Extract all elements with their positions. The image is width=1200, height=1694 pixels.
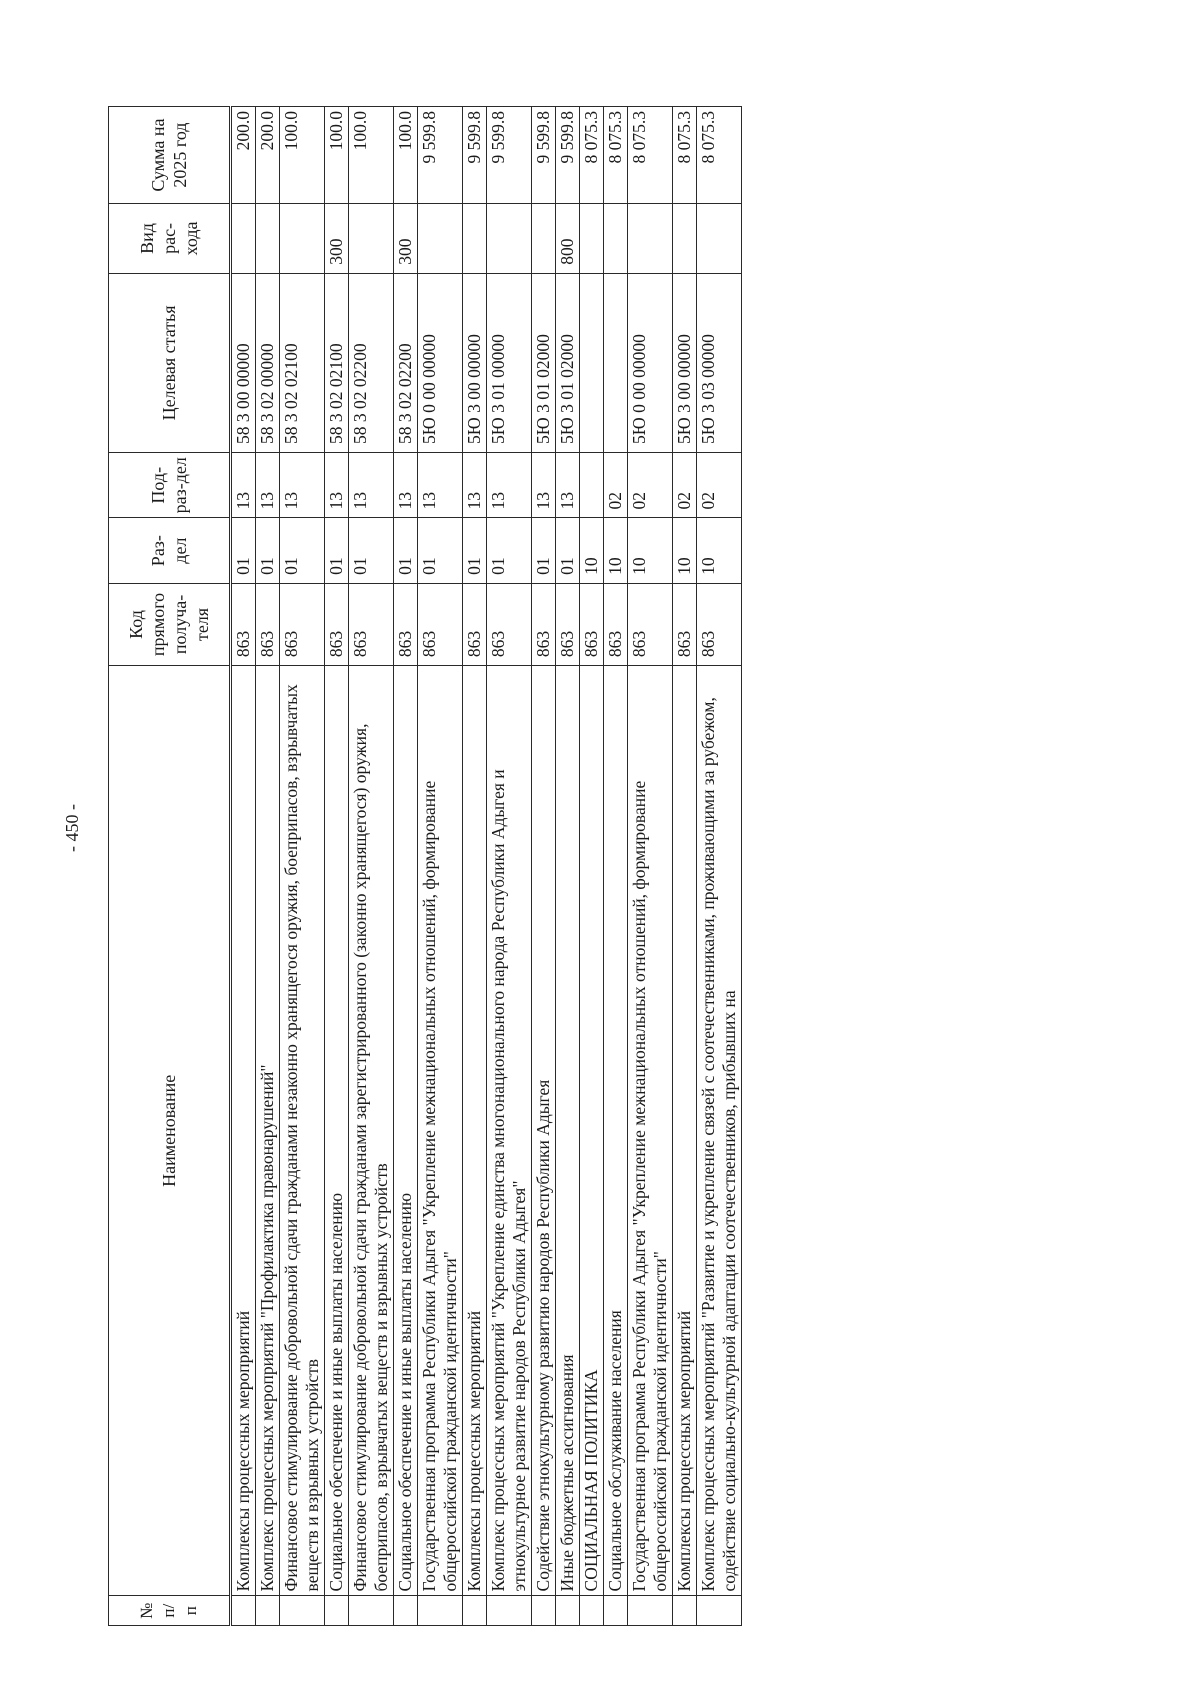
cell-subsection: 13	[349, 453, 394, 518]
cell-type	[256, 204, 280, 274]
cell-num	[280, 1596, 325, 1626]
cell-sum: 100.0	[349, 107, 394, 204]
cell-subsection: 13	[325, 453, 349, 518]
table-row	[349, 107, 394, 1626]
header-target: Целевая статья	[109, 273, 231, 452]
cell-num	[325, 1596, 349, 1626]
cell-section: 01	[532, 518, 556, 583]
cell-section: 01	[325, 518, 349, 583]
cell-sum: 100.0	[394, 107, 418, 204]
cell-code: 863	[256, 583, 280, 665]
cell-section: 01	[280, 518, 325, 583]
cell-target: 5Ю 3 00 00000	[463, 273, 487, 452]
cell-subsection	[580, 453, 604, 518]
cell-code: 863	[231, 583, 256, 665]
cell-num	[349, 1596, 394, 1626]
cell-type	[231, 204, 256, 274]
cell-name: Социальное обеспечение и иные выплаты населению	[394, 666, 418, 1596]
page-number: - 450 -	[62, 804, 82, 852]
cell-name: Государственная программа Республики Адыгея "Укрепление межнациональных отношений, формирование общероссийской гражданской идентичности"	[628, 666, 673, 1596]
cell-name: Комплекс процессных мероприятий "Профилактика правонарушений"	[256, 666, 280, 1596]
table-row	[697, 107, 742, 1626]
cell-name: Содействие этнокультурному развитию народов Республики Адыгея	[532, 666, 556, 1596]
table-row	[463, 107, 487, 1626]
table-row	[280, 107, 325, 1626]
cell-type	[580, 204, 604, 274]
cell-num	[628, 1596, 673, 1626]
cell-sum: 9 599.8	[556, 107, 580, 204]
cell-section: 01	[487, 518, 532, 583]
cell-subsection: 02	[628, 453, 673, 518]
cell-code: 863	[325, 583, 349, 665]
cell-sum: 100.0	[325, 107, 349, 204]
cell-sum: 8 075.3	[604, 107, 628, 204]
header-section: Раз-дел	[109, 518, 231, 583]
header-name: Наименование	[109, 666, 231, 1596]
cell-num	[532, 1596, 556, 1626]
cell-type: 800	[556, 204, 580, 274]
cell-section: 10	[697, 518, 742, 583]
cell-section: 10	[673, 518, 697, 583]
cell-subsection: 13	[280, 453, 325, 518]
cell-section: 10	[580, 518, 604, 583]
table-row	[532, 107, 556, 1626]
cell-name: Социальное обслуживание населения	[604, 666, 628, 1596]
cell-subsection: 13	[231, 453, 256, 518]
table-row	[556, 107, 580, 1626]
cell-code: 863	[463, 583, 487, 665]
cell-subsection: 13	[487, 453, 532, 518]
header-sum: Сумма на 2025 год	[109, 107, 231, 204]
table-row	[580, 107, 604, 1626]
cell-name: Социальное обеспечение и иные выплаты населению	[325, 666, 349, 1596]
table-body	[231, 107, 742, 1626]
cell-subsection: 02	[697, 453, 742, 518]
cell-sum: 9 599.8	[487, 107, 532, 204]
cell-sum: 200.0	[231, 107, 256, 204]
table-row	[256, 107, 280, 1626]
header-code: Код прямого получа-теля	[109, 583, 231, 665]
cell-code: 863	[556, 583, 580, 665]
cell-type	[280, 204, 325, 274]
cell-name: Комплексы процессных мероприятий	[463, 666, 487, 1596]
cell-sum: 8 075.3	[673, 107, 697, 204]
cell-type	[532, 204, 556, 274]
cell-sum: 9 599.8	[418, 107, 463, 204]
cell-section: 01	[394, 518, 418, 583]
cell-num	[256, 1596, 280, 1626]
cell-target: 5Ю 0 00 00000	[418, 273, 463, 452]
cell-target: 5Ю 0 00 00000	[628, 273, 673, 452]
cell-sum: 8 075.3	[628, 107, 673, 204]
cell-target: 58 3 02 00000	[256, 273, 280, 452]
cell-target: 58 3 02 02200	[394, 273, 418, 452]
cell-subsection: 13	[256, 453, 280, 518]
budget-table	[108, 106, 742, 1626]
cell-code: 863	[580, 583, 604, 665]
cell-sum: 9 599.8	[532, 107, 556, 204]
cell-num	[604, 1596, 628, 1626]
cell-name: Комплексы процессных мероприятий	[673, 666, 697, 1596]
cell-code: 863	[280, 583, 325, 665]
cell-subsection: 02	[673, 453, 697, 518]
cell-subsection: 13	[394, 453, 418, 518]
cell-target: 5Ю 3 01 00000	[487, 273, 532, 452]
cell-name: Иные бюджетные ассигнования	[556, 666, 580, 1596]
cell-section: 01	[418, 518, 463, 583]
cell-target: 58 3 00 00000	[231, 273, 256, 452]
cell-subsection: 02	[604, 453, 628, 518]
cell-target: 58 3 02 02100	[280, 273, 325, 452]
cell-target	[604, 273, 628, 452]
cell-name: Комплекс процессных мероприятий "Развитие и укрепление связей с соотечественниками, проживающими за рубежом, содействие социально-культурной адаптации соотечественников, прибывших на	[697, 666, 742, 1596]
cell-section: 10	[628, 518, 673, 583]
cell-target: 58 3 02 02100	[325, 273, 349, 452]
cell-name: Государственная программа Республики Адыгея "Укрепление межнациональных отношений, формирование общероссийской гражданской идентичности"	[418, 666, 463, 1596]
cell-type: 300	[394, 204, 418, 274]
table-row	[418, 107, 463, 1626]
cell-target: 5Ю 3 00 00000	[673, 273, 697, 452]
cell-name: Комплексы процессных мероприятий	[231, 666, 256, 1596]
cell-section: 01	[556, 518, 580, 583]
cell-sum: 8 075.3	[580, 107, 604, 204]
cell-code: 863	[697, 583, 742, 665]
cell-type	[487, 204, 532, 274]
cell-num	[394, 1596, 418, 1626]
cell-type: 300	[325, 204, 349, 274]
cell-subsection: 13	[418, 453, 463, 518]
header-subsection: Под-раз-дел	[109, 453, 231, 518]
table-row	[604, 107, 628, 1626]
cell-code: 863	[349, 583, 394, 665]
cell-section: 10	[604, 518, 628, 583]
cell-section: 01	[231, 518, 256, 583]
cell-code: 863	[532, 583, 556, 665]
cell-subsection: 13	[556, 453, 580, 518]
cell-target: 5Ю 3 01 02000	[556, 273, 580, 452]
cell-type	[418, 204, 463, 274]
cell-num	[580, 1596, 604, 1626]
cell-num	[556, 1596, 580, 1626]
header-num: № п/п	[109, 1596, 231, 1626]
cell-target: 5Ю 3 01 02000	[532, 273, 556, 452]
table-row	[394, 107, 418, 1626]
cell-type	[604, 204, 628, 274]
table-row	[673, 107, 697, 1626]
cell-name: Финансовое стимулирование добровольной сдачи гражданами зарегистрированного (законно хранящегося) оружия, боеприпасов, взрывчатых веществ и взрывных устройств	[349, 666, 394, 1596]
cell-num	[231, 1596, 256, 1626]
cell-code: 863	[673, 583, 697, 665]
cell-code: 863	[604, 583, 628, 665]
cell-sum: 8 075.3	[697, 107, 742, 204]
table-header-row	[109, 107, 231, 1626]
cell-num	[418, 1596, 463, 1626]
cell-section: 01	[349, 518, 394, 583]
cell-name: Комплекс процессных мероприятий "Укрепление единства многонационального народа Республики Адыгея и этнокультурное развитие народов Республики Адыгея"	[487, 666, 532, 1596]
header-type: Вид рас-хода	[109, 204, 231, 274]
cell-type	[628, 204, 673, 274]
table-row	[231, 107, 256, 1626]
budget-table-container	[108, 106, 1068, 1626]
cell-type	[697, 204, 742, 274]
cell-sum: 9 599.8	[463, 107, 487, 204]
cell-type	[673, 204, 697, 274]
cell-name: СОЦИАЛЬНАЯ ПОЛИТИКА	[580, 666, 604, 1596]
table-row	[628, 107, 673, 1626]
cell-num	[673, 1596, 697, 1626]
cell-target: 58 3 02 02200	[349, 273, 394, 452]
cell-name: Финансовое стимулирование добровольной сдачи гражданами незаконно хранящегося оружия, боеприпасов, взрывчатых веществ и взрывных устройств	[280, 666, 325, 1596]
cell-target	[580, 273, 604, 452]
cell-type	[349, 204, 394, 274]
cell-num	[463, 1596, 487, 1626]
cell-sum: 100.0	[280, 107, 325, 204]
cell-subsection: 13	[532, 453, 556, 518]
cell-type	[463, 204, 487, 274]
cell-code: 863	[487, 583, 532, 665]
cell-subsection: 13	[463, 453, 487, 518]
cell-code: 863	[394, 583, 418, 665]
cell-section: 01	[256, 518, 280, 583]
cell-section: 01	[463, 518, 487, 583]
cell-target: 5Ю 3 03 00000	[697, 273, 742, 452]
cell-num	[487, 1596, 532, 1626]
cell-code: 863	[628, 583, 673, 665]
table-row	[487, 107, 532, 1626]
cell-sum: 200.0	[256, 107, 280, 204]
cell-code: 863	[418, 583, 463, 665]
cell-num	[697, 1596, 742, 1626]
table-row	[325, 107, 349, 1626]
